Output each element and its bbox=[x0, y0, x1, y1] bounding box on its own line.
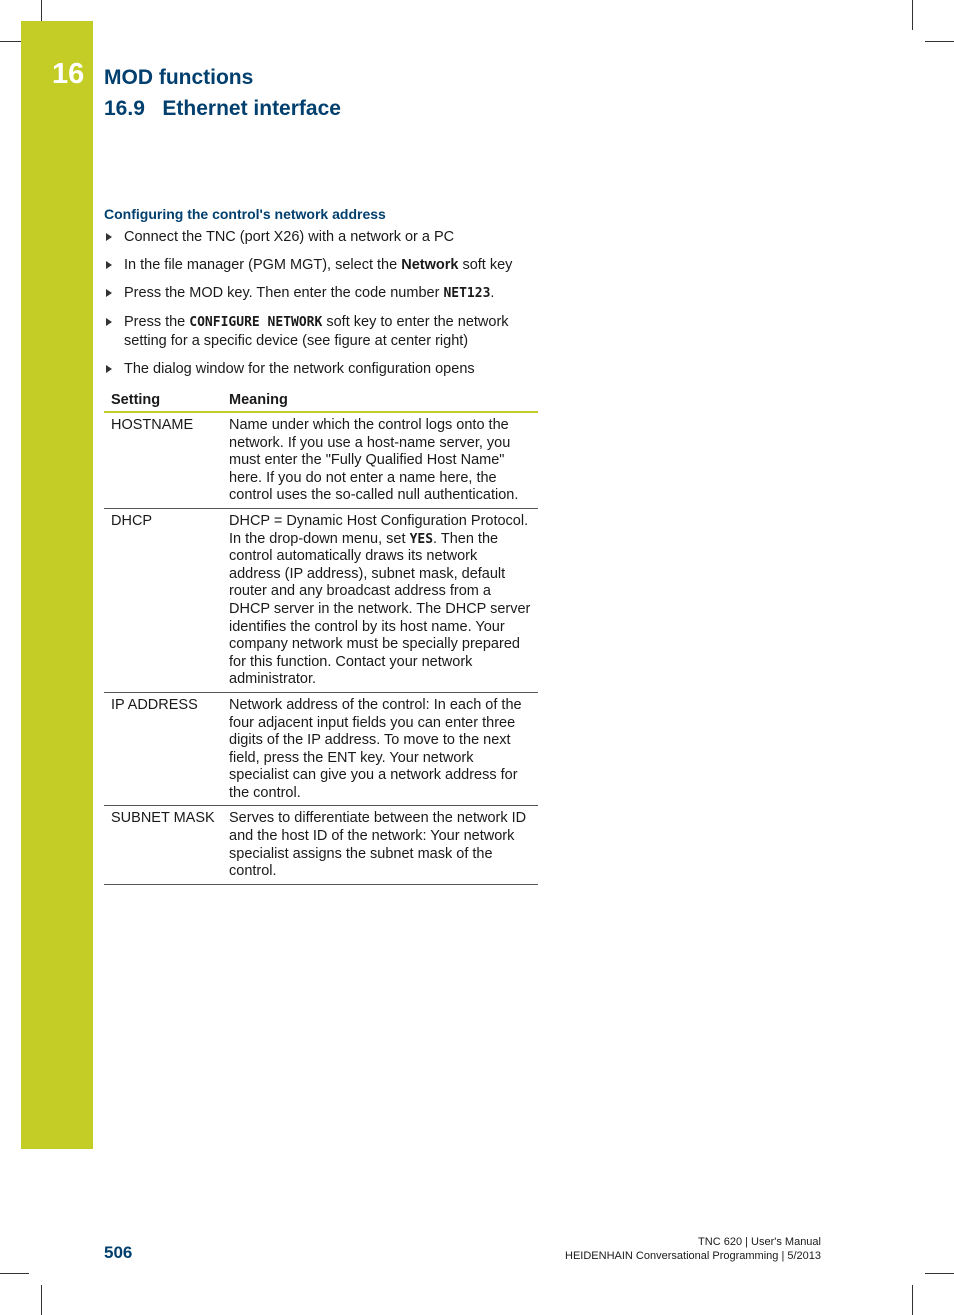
setting-cell: HOSTNAME bbox=[104, 412, 222, 508]
step-text: Press the bbox=[124, 314, 190, 330]
step-text: The dialog window for the network configuration opens bbox=[124, 361, 475, 377]
meaning-text: Serves to differentiate between the network ID and the host ID of the network: Your network specialist assigns the subnet mask of the control. bbox=[229, 810, 527, 880]
column-header-meaning: Meaning bbox=[222, 388, 538, 412]
crop-mark bbox=[912, 1285, 913, 1315]
section-name: Ethernet interface bbox=[162, 97, 341, 120]
crop-mark bbox=[0, 41, 22, 42]
meaning-text: Name under which the control logs onto the network. If you use a host-name server, you must enter the "Fully Qualified Host Name" here. If you do not enter a name here, the control uses the so-called null authentication. bbox=[229, 417, 519, 504]
main-content bbox=[104, 206, 538, 885]
column-header-setting: Setting bbox=[104, 388, 222, 412]
section-title bbox=[104, 97, 341, 121]
softkey-label: CONFIGURE NETWORK bbox=[189, 315, 323, 330]
code-number: NET123 bbox=[443, 286, 491, 301]
table-row bbox=[104, 412, 538, 508]
bullet-arrow-icon bbox=[106, 261, 112, 269]
table-row bbox=[104, 692, 538, 806]
meaning-cell bbox=[222, 508, 538, 692]
table-header-row bbox=[104, 388, 538, 412]
step-text: . bbox=[490, 285, 495, 301]
footer-info bbox=[565, 1235, 821, 1263]
footer-manual-subtitle: HEIDENHAIN Conversational Programming | 5/2013 bbox=[565, 1250, 821, 1262]
step-text: In the file manager (PGM MGT), select the bbox=[124, 257, 402, 273]
table-row bbox=[104, 806, 538, 884]
step-item bbox=[104, 228, 538, 246]
crop-mark bbox=[41, 0, 42, 22]
step-item bbox=[104, 360, 538, 378]
settings-table bbox=[104, 388, 538, 885]
meaning-text: DHCP = Dynamic Host Configuration Protocol. In the drop-down menu, set bbox=[229, 512, 529, 547]
option-value: YES bbox=[409, 531, 434, 547]
meaning-cell bbox=[222, 806, 538, 884]
page-number: 506 bbox=[104, 1243, 133, 1262]
step-item bbox=[104, 256, 538, 274]
section-heading: Configuring the control's network address bbox=[104, 206, 386, 222]
footer-manual-title: TNC 620 | User's Manual bbox=[698, 1236, 821, 1248]
table-row bbox=[104, 508, 538, 692]
softkey-label: Network bbox=[401, 257, 459, 273]
crop-mark bbox=[0, 1273, 29, 1274]
chapter-sidebar bbox=[21, 21, 93, 1149]
step-text: soft key bbox=[458, 257, 513, 273]
bullet-arrow-icon bbox=[106, 365, 112, 373]
meaning-text: Network address of the control: In each of the four adjacent input fields you can enter three digits of the IP address. To move to the next field, press the ENT key. Your network specialist can give you a network address for the control. bbox=[229, 696, 522, 801]
chapter-title: MOD functions bbox=[104, 66, 254, 89]
meaning-cell bbox=[222, 692, 538, 806]
setting-cell: DHCP bbox=[104, 508, 222, 692]
step-item bbox=[104, 284, 538, 303]
step-text: Press the MOD key. Then enter the code number bbox=[124, 285, 444, 301]
chapter-number: 16 bbox=[52, 58, 85, 90]
crop-mark bbox=[41, 1285, 42, 1315]
crop-mark bbox=[912, 0, 913, 30]
setting-cell: IP ADDRESS bbox=[104, 692, 222, 806]
meaning-cell bbox=[222, 412, 538, 508]
step-list bbox=[104, 228, 538, 378]
setting-cell: SUBNET MASK bbox=[104, 806, 222, 884]
step-item bbox=[104, 313, 538, 350]
section-number: 16.9 bbox=[104, 97, 145, 120]
step-text: Connect the TNC (port X26) with a network or a PC bbox=[124, 229, 455, 245]
bullet-arrow-icon bbox=[106, 318, 112, 326]
step-text: soft key to enter the network setting for a specific device (see figure at center right) bbox=[124, 314, 509, 349]
crop-mark bbox=[925, 41, 954, 42]
crop-mark bbox=[925, 1273, 954, 1274]
bullet-arrow-icon bbox=[106, 289, 112, 297]
meaning-text: . Then the control automatically draws its network address (IP address), subnet mask, default router and any broadcast address from a DHCP server in the network. The DHCP server identifies the control by its host name. Your company network must be specially prepared for this function. Contact your network administrator. bbox=[229, 530, 531, 688]
bullet-arrow-icon bbox=[106, 233, 112, 241]
